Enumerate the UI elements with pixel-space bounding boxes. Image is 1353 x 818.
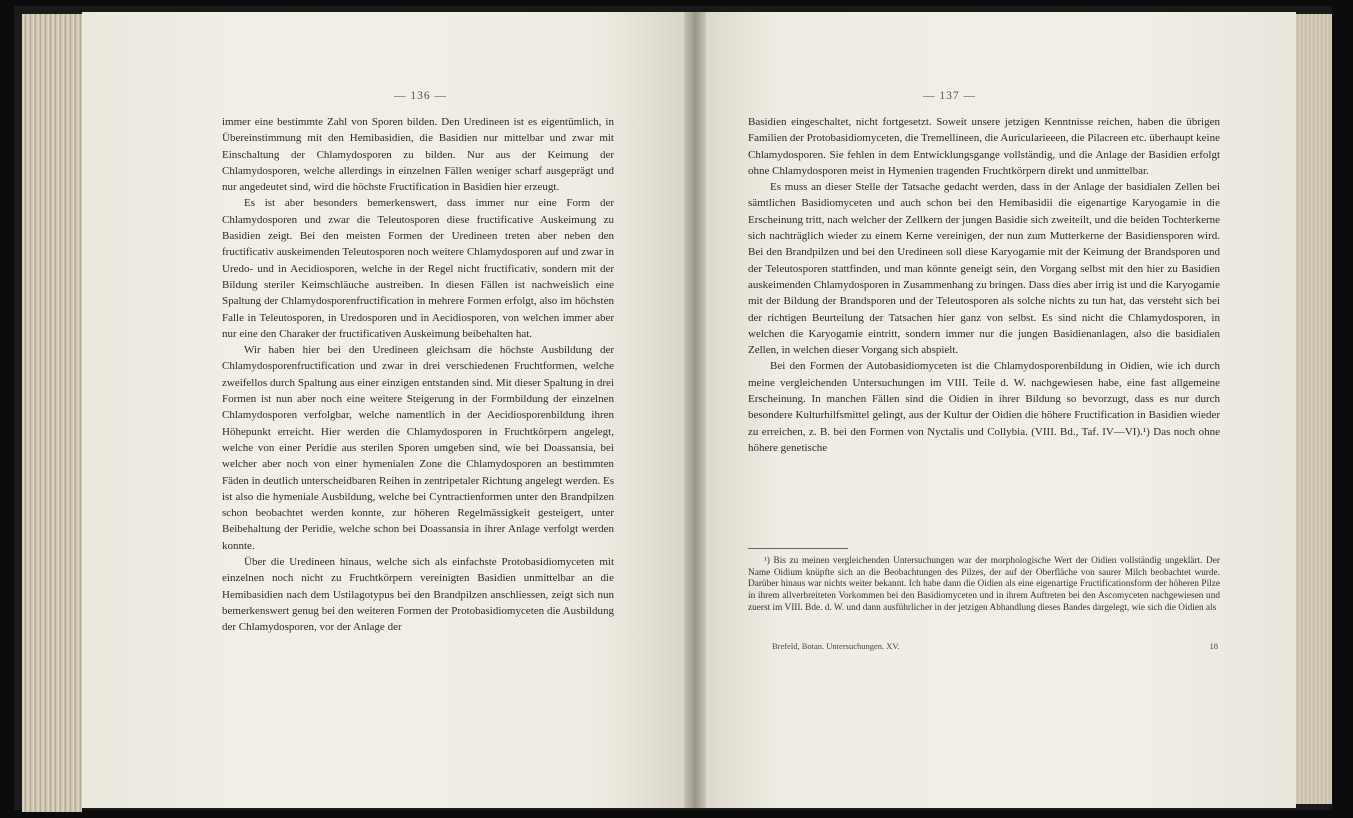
paragraph: Bei den Formen der Autobasidiomyceten ist die Chlamydosporenbildung in Oidien, wie ich durch meine vergleichenden Untersuchungen im VIII. Teile d. W. nachgewiesen habe, eine fast allgemeine Erscheinung. In manchen Fällen sind die Oidien in ihrer Bildung so bevorzugt, dass es nur durch besondere Kulturhilfsmittel gelingt, aus der Kultur der Oidien die höhere Fructification in Basidien wieder zu erreichen, z. B. bei den Formen von Nyctalis und Collybia. (VIII. Bd., Taf. IV—VI).¹) Das noch ohne höhere genetische: [748, 360, 1220, 454]
footnote-rule: [748, 548, 848, 549]
signature-text: Brefeld, Botan. Untersuchungen. XV.: [772, 641, 900, 651]
signature-number: 18: [1209, 641, 1218, 651]
right-page-text: [748, 114, 1220, 456]
footnote: [748, 556, 1220, 615]
paragraph: Es muss an dieser Stelle der Tatsache gedacht werden, dass in der Anlage der basidialen Zellen bei sämtlichen Basidiomyceten und auch schon bei den Hemibasidii die eigenartige Karyogamie in die Erscheinung tritt, nach welcher der Zellkern der jungen Basidie sich zweiteilt, und die beiden Tochterkerne sich nachträglich wieder zu einem Kerne vereinigen, der nun zum Mutterkerne der Basidiensporen wird. Bei den Brandpilzen und bei den Uredineen soll diese Karyogamie mit der Keimung der Brandsporen und der Teleutosporen stattfinden, und man könnte geneigt sein, den Vorgang selbst mit den hier zu Basidien auskeimenden Chlamydosporen in Zusammenhang zu bringen. Dass dies aber irrig ist und die Karyogamie mit der Bildung der Brandsporen und der Teleutosporen als solche nichts zu tun hat, das versteht sich bei der richtigen Beurteilung der Tatsachen hier ganz von selbst. Es sind nicht die Chlamydosporen, in welchen die Karyogamie eintritt, sondern immer nur die jungen Basidienanlagen, also die basidialen Zellen, in welchen dieser Vorgang sich abspielt.: [748, 181, 1220, 357]
footnote-text: ¹) Bis zu meinen vergleichenden Untersuchungen war der morphologische Wert der Oidien vollständig ungeklärt. Der Name Oidium knüpfte sich an die Beobachtungen des Pilzes, der auf der Oberfläche von saurer Milch beobachtet wurde. Darüber hinaus war nichts weiter bekannt. Ich habe dann die Oidien als eine eigenartige Fructificationsform der höheren Pilze in ihrem allverbreiteten Vorkommen bei den Basidiomyceten und in ihrem Auftreten bei den Ascomyceten nachgewiesen und zuerst im VIII. Bde. d. W. und dann ausführlicher in der jetzigen Abhandlung dieses Bandes dargelegt, wie sich die Oidien als: [748, 556, 1220, 613]
paragraph: Basidien eingeschaltet, nicht fortgesetzt. Soweit unsere jetzigen Kenntnisse reichen, haben die übrigen Familien der Protobasidiomyceten, die Tremellineen, die Auricularieeen, die Pilacreen etc. überhaupt keine Chlamydosporen. Sie fehlen in dem Entwicklungsgange vollständig, und die Anlage der Basidien erfolgt ohne Chlamydosporen meist in Hymenien tragenden Fruchtkörpern direkt und unmittelbar.: [748, 116, 1220, 177]
page-edges-left: [22, 14, 82, 812]
paragraph: Wir haben hier bei den Uredineen gleichsam die höchste Ausbildung der Chlamydosporenfructification und zwar in drei verschiedenen Fruchtformen, welche zweifellos durch Spaltung aus einer einzigen entstanden sind. Mit dieser Spaltung in drei Formen ist nun aber noch eine weitere Steigerung in der Formbildung der einzelnen Chlamydosporen verfolgbar, welche namentlich in der Aecidiosporenbildung ihren Höhepunkt erreicht. Hier werden die Chlamydosporen in Fruchtkörpern angelegt, welche von einer Peridie aus sterilen Sporen umgeben sind, wie bei Doassansia, bei welcher aber noch von einer hymenialen Zone die Chlamydosporen an bestimmten Fäden in deutlich unterscheidbaren Reihen in zentripetaler Richtung angelegt werden. Es ist also die hymeniale Ausbildung, welche bei Cyntractienformen unter den Brandpilzen schon beobachtet werden konnte, zur höheren Regelmässigkeit gesteigert, unter Beibehaltung der Peridie, welche schon bei Doassansia in ihrer Anlage verfolgt werden konnte.: [222, 344, 614, 552]
right-page-number: — 137 —: [923, 90, 976, 102]
paragraph: Es ist aber besonders bemerkenswert, dass immer nur eine Form der Chlamydosporen und zwar die Teleutosporen diese fructificative Auskeimung zu Basidien zeigt. Bei den meisten Formen der Uredineen treten aber neben den fructificativ auskeimenden Teleutosporen noch weitere Chlamydosporen auf und zwar in Uredo- und in Aecidiosporen, welche in der Regel nicht fructificativ, sondern mit der Bildung steriler Keimschläuche austreiben. In diesen Fällen ist nachweislich eine Spaltung der Chlamydosporenfructification in mehrere Formen erfolgt, also im höchsten Falle in Teleutosporen, in Uredosporen und in Aecidiosporen, von welchen immer aber nur eine den Charaker der fructificativen Auskeimung beibehalten hat.: [222, 197, 614, 340]
page-edges-right: [1296, 14, 1332, 804]
left-page-number: — 136 —: [394, 90, 447, 102]
left-page-text: [222, 114, 614, 636]
printer-signature: [772, 641, 1218, 651]
paragraph: Über die Uredineen hinaus, welche sich als einfachste Protobasidiomyceten mit einzelnen noch nicht zu Fruchtkörpern vereinigten Basidien unmittelbar an die Hemibasidien nach dem Ustilagotypus bei den Brandpilzen anschliessen, zeigt sich nun bemerkenswert genug bei den weiteren Formen der Protobasidiomyceten die Ausbildung der Chlamydosporen, vor der Anlage der: [222, 556, 614, 634]
paragraph: immer eine bestimmte Zahl von Sporen bilden. Den Uredineen ist es eigentümlich, in Übereinstimmung mit den Hemibasidien, die Basidien nur mittelbar und zwar mit Einschaltung der Chlamydosporen zu bilden. Nur aus der Keimung der Chlamydosporen, welche allerdings in einzelnen Fällen weniger scharf ausgeprägt und nur angedeutet sind, wird die höchste Fructification in Basidien hier erzeugt.: [222, 116, 614, 194]
book-gutter: [684, 12, 706, 808]
